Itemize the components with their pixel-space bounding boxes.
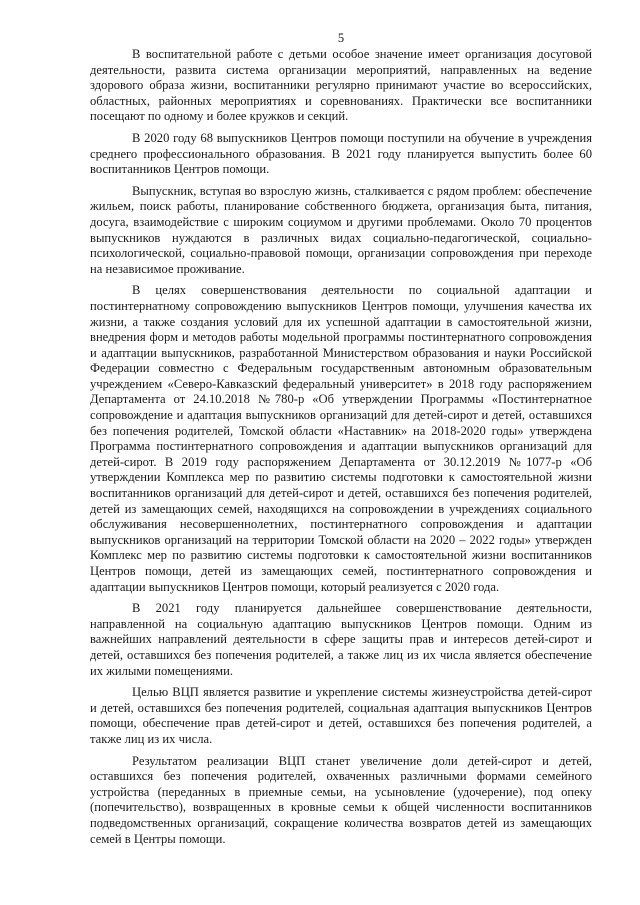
paragraph-graduates-enrollment: В 2020 году 68 выпускников Центров помощи поступили на обучение в учреждения среднего профессионального образования. В 2021 году планируется выпустить более 60 воспитанников Центров помощи. xyxy=(90,130,592,177)
paragraph-leisure-activities: В воспитательной работе с детьми особое значение имеет организация досуговой деятельности, развита система организации мероприятий, направленных на ведение здорового образа жизни, воспитанники регулярно принимают участие во всероссийских, областных, районных мероприятиях и соревнованиях. Практически все воспитанники посещают по одному и более кружков и секций. xyxy=(90,47,592,124)
paragraph-2021-plans: В 2021 году планируется дальнейшее совершенствование деятельности, направленной на социальную адаптацию выпускников Центров помощи. Одним из важнейших направлений деятельности в сфере защиты прав и интересов детей-сирот и детей, оставшихся без попечения родителей, а также лиц из их числа является обеспечение их жилыми помещениями. xyxy=(90,601,592,678)
page-number: 5 xyxy=(337,31,345,45)
paragraph-program-goal: Целью ВЦП является развитие и укрепление системы жизнеустройства детей-сирот и детей, оставшихся без попечения родителей, социальная адаптация выпускников Центров помощи, обеспечение прав детей-сирот и детей, оставшихся без попечения родителей, а также лиц из их числа. xyxy=(90,685,592,746)
paragraph-post-boarding-support: В целях совершенствования деятельности по социальной адаптации и постинтернатному сопровождению выпускников Центров помощи, улучшения качества их жизни, а также создания условий для их успешной адаптации в самостоятельной жизни, внедрения форм и методов работы модельной программы постинтернатного сопровождения и адаптации выпускников, разработанной Министерством образования и науки Российской Федерации совместно с Федеральным государственным автономным образовательным учреждением «Северо-Кавказский федеральный университет» в 2018 году распоряжением Департамента от 24.10.2018 №780-р «Об утверждении Программы «Постинтернатное сопровождение и адаптация выпускников организаций для детей-сирот и детей, оставшихся без попечения родителей, Томской области «Наставник» на 2018-2020 годы» утверждена Программа постинтернатного сопровождения и адаптации выпускников организаций для детей-сирот. В 2019 году распоряжением Департамента от 30.12.2019 №1077-р «Об утверждении Комплекса мер по развитию системы подготовки к самостоятельной жизни воспитанников организаций для детей-сирот и детей, оставшихся без попечения родителей, детей из замещающих семей, находящихся на сопровождении в учреждениях социального обслуживания несовершеннолетних, постинтернатного сопровождения и адаптации выпускников организаций на территории Томской области на 2020 – 2022 годы» утвержден Комплекс мер по развитию системы подготовки к самостоятельной жизни воспитанников Центров помощи, детей из замещающих семей, постинтернатного сопровождения и адаптации выпускников Центров помощи, который реализуется с 2020 года. xyxy=(90,283,592,594)
paragraph-graduate-problems: Выпускник, вступая во взрослую жизнь, сталкивается с рядом проблем: обеспечение жильем, поиск работы, планирование собственного бюджета, организация быта, питания, досуга, взаимодействие с широким социумом и другими проблемами. Около 70 процентов выпускников нуждаются в различных видах социально-педагогической, социально-психологической, социально-правовой помощи, организации сопровождения при переходе на независимое проживание. xyxy=(90,183,592,276)
paragraph-program-result: Результатом реализации ВЦП станет увеличение доли детей-сирот и детей, оставшихся без попечения родителей, охваченных различными формами семейного устройства (переданных в приемные семьи, на усыновление (удочерение), под опеку (попечительство), возвращенных в кровные семьи к общей численности воспитанников подведомственных организаций, сокращение количества возвратов детей из замещающих семей в Центры помощи. xyxy=(90,753,592,846)
